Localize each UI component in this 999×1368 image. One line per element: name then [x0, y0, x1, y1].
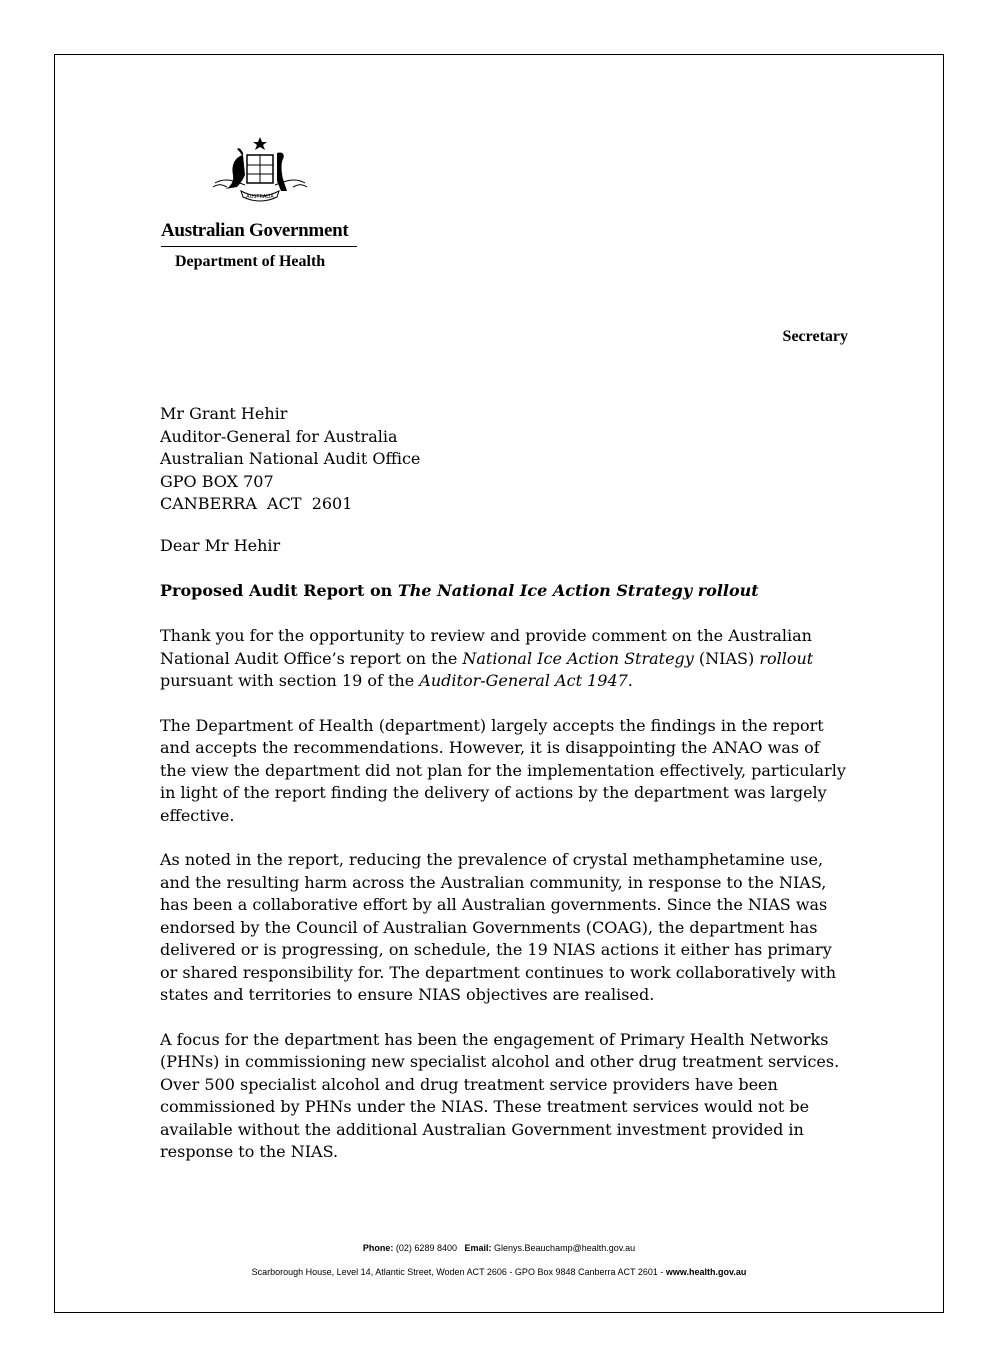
- sender-title: Secretary: [782, 328, 848, 345]
- address-line: GPO BOX 707: [160, 471, 274, 491]
- p1-act-name: Auditor-General Act 1947: [419, 671, 628, 690]
- p1-text: .: [627, 671, 633, 690]
- footer-contact: [55, 1243, 943, 1253]
- paragraph-2: The Department of Health (department) largely accepts the findings in the report and accepts the recommendations. However, it is disappointing the ANAO was of the view the department did not plan for the implementation effectively, particularly in light of the report finding the delivery of actions by the department was largely effective.: [160, 715, 846, 825]
- government-name: Australian Government: [161, 220, 349, 241]
- address-line: Australian National Audit Office: [160, 449, 421, 468]
- phone-number: (02) 6289 8400: [395, 1243, 457, 1253]
- address-line: Auditor-General for Australia: [160, 426, 398, 446]
- paragraph-1: [160, 625, 850, 693]
- salutation: Dear Mr Hehir: [160, 536, 281, 555]
- email-label: Email:: [464, 1243, 492, 1253]
- recipient-address: [160, 403, 420, 516]
- p1-text: pursuant with section 19 of the: [160, 671, 420, 690]
- postal-address: Scarborough House, Level 14, Atlantic Street, Woden ACT 2606 - GPO Box 9848 Canberra ACT 2601 -: [251, 1267, 666, 1277]
- letter-body: [160, 625, 850, 1186]
- letterhead-divider: [161, 246, 357, 247]
- website-link[interactable]: www.health.gov.au: [665, 1267, 747, 1277]
- address-line: Mr Grant Hehir: [160, 404, 288, 423]
- paragraph-3: As noted in the report, reducing the prevalence of crystal methamphetamine use, and the resulting harm across the Australian community, in response to the NIAS, has been a collaborative effort by all Australian governments. Since the NIAS was endorsed by the Council of Australian Governments (COAG), the department has delivered or is progressing, on schedule, the 19 NIAS actions it either has primary or shared responsibility for. The department continues to work collaboratively with states and territories to ensure NIAS objectives are realised.: [160, 850, 837, 1004]
- email-address: Glenys.Beauchamp@health.gov.au: [494, 1243, 636, 1253]
- p1-strategy-name: National Ice Action Strategy: [462, 648, 694, 668]
- letter-page: [54, 54, 944, 1313]
- p1-text: (NIAS): [693, 648, 760, 668]
- p1-rollout: rollout: [759, 648, 814, 668]
- department-name: Department of Health: [175, 253, 326, 270]
- subject-title: The National Ice Action Strategy rollout: [397, 581, 759, 600]
- address-line: CANBERRA ACT 2601: [160, 494, 353, 513]
- phone-label: Phone:: [362, 1243, 394, 1253]
- paragraph-4: A focus for the department has been the engagement of Primary Health Networks (PHNs) in commissioning new specialist alcohol and other drug treatment services. Over 500 specialist alcohol and drug treatment service providers have been commissioned by PHNs under the NIAS. These treatment services would not be available without the additional Australian Government investment provided in response to the NIAS.: [160, 1029, 840, 1161]
- subject-prefix: Proposed Audit Report on: [160, 581, 398, 600]
- subject-line: [160, 581, 759, 600]
- p1-text: Thank you for the opportunity to review and provide comment on the Australian National Audit Office’s report on the: [160, 626, 812, 668]
- footer-address: [55, 1267, 943, 1277]
- coat-of-arms-logo: [205, 135, 315, 215]
- crest-motto: AUSTRALIA: [246, 194, 274, 200]
